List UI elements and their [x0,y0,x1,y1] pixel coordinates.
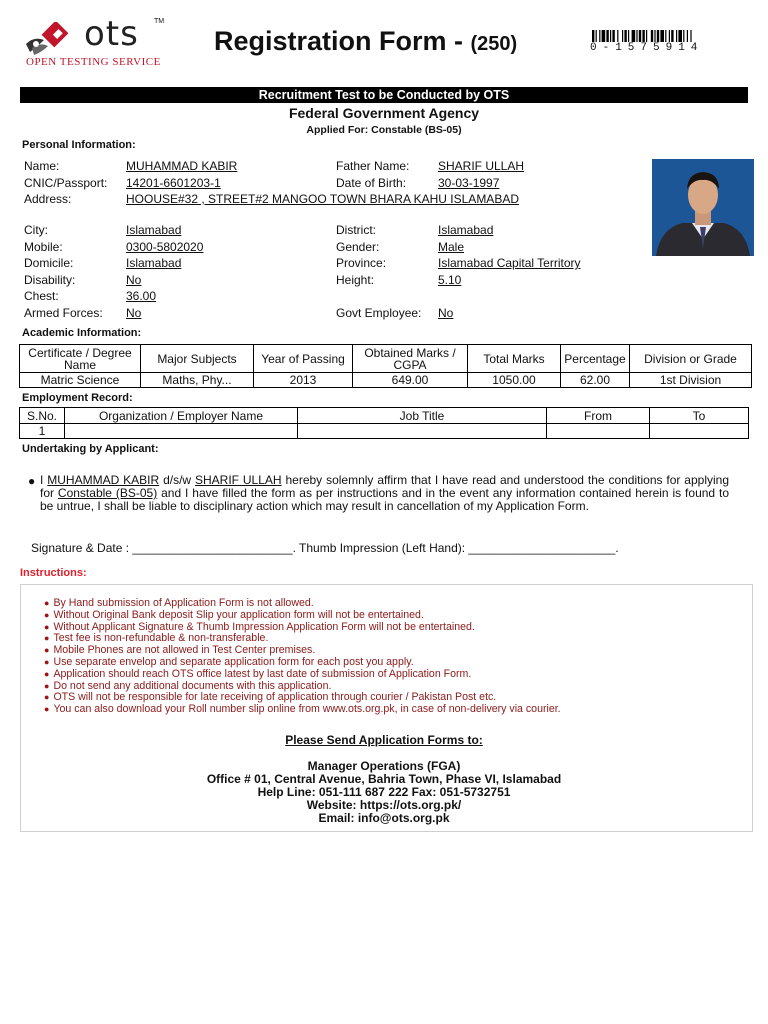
disability-label: Disability: [24,273,76,287]
employment-cell [65,424,298,439]
employment-cell [298,424,547,439]
instruction-text: Application should reach OTS office latest by last date of submission of Application Form. [53,667,472,680]
logo-text: ots [84,14,139,54]
province-label: Province: [336,256,387,270]
instructions-list [44,598,561,716]
academic-heading: Academic Information: [22,327,142,339]
undertaking-father: SHARIF ULLAH [194,473,282,487]
academic-cell: Matric Science [20,373,141,388]
undertaking-name: MUHAMMAD KABIR [47,473,160,487]
name-value: MUHAMMAD KABIR [126,159,238,173]
undertaking-text: d/s/w [159,473,195,487]
height-label: Height: [336,273,375,287]
address-value: HOOUSE#32 , STREET#2 MANGOO TOWN BHARA KAHU ISLAMABAD [126,192,519,206]
chest-label: Chest: [24,289,59,303]
bullet-icon: ● [44,656,50,667]
applied-for: Applied For: Constable (BS-05) [306,124,462,136]
list-item [44,704,561,716]
province-value: Islamabad Capital Territory [438,256,581,270]
academic-header-cell: Division or Grade [630,345,752,373]
employment-header-cell: From [547,408,650,424]
father-label: Father Name: [336,159,410,173]
undertaking-heading: Undertaking by Applicant: [22,443,159,455]
mobile-label: Mobile: [24,240,63,254]
city-value: Islamabad [126,223,182,237]
send-line-4: Website: https://ots.org.pk/ [306,798,462,812]
undertaking-bullet-icon: ● [28,474,36,488]
employment-cell: 1 [20,424,65,439]
employment-header-cell: To [650,408,749,424]
signature-line: Signature & Date : ________________________. Thumb Impression (Left Hand): ______________________. [31,541,619,555]
instruction-text: Test fee is non-refundable & non-transferable. [53,632,269,645]
city-label: City: [24,223,48,237]
barcode-icon [592,30,742,42]
bullet-icon: ● [44,621,50,632]
academic-table [19,344,752,388]
employment-heading: Employment Record: [22,392,133,404]
employment-cell [650,424,749,439]
mobile-value: 0300-5802020 [126,240,204,254]
instruction-text: OTS will not be responsible for late receiving of application through courier / Pakistan Post etc. [53,691,497,704]
undertaking-statement [40,474,729,513]
undertaking-text: hereby solemnly affirm that I have read and understood the conditions for applying for [40,473,730,500]
instruction-text: By Hand submission of Application Form is not allowed. [53,597,314,609]
send-heading: Please Send Application Forms to: [285,733,483,747]
employment-cell [547,424,650,439]
ots-logo-mark-icon [24,22,80,56]
instruction-text: Without Original Bank deposit Slip your application form will not be entertained. [53,608,424,621]
barcode-number: 0-1575914 [590,42,704,54]
father-value: SHARIF ULLAH [438,159,525,173]
academic-header-row [20,345,752,373]
armed-forces-value: No [126,306,142,320]
employment-header-cell: S.No. [20,408,65,424]
academic-header-cell: Total Marks [468,345,561,373]
employment-header-row [20,408,749,424]
bullet-icon: ● [44,633,50,644]
bullet-icon: ● [44,645,50,656]
dob-value: 30-03-1997 [438,176,500,190]
cnic-value: 14201-6601203-1 [126,176,221,190]
ots-logo [22,14,172,70]
academic-header-cell: Percentage [561,345,630,373]
send-line-3: Help Line: 051-111 687 222 Fax: 051-5732751 [257,785,511,799]
academic-cell: 2013 [254,373,353,388]
send-line-1: Manager Operations (FGA) [307,759,461,773]
dob-label: Date of Birth: [336,176,407,190]
bullet-icon: ● [44,598,50,608]
academic-header-cell: Obtained Marks / CGPA [353,345,468,373]
table-row [20,373,752,388]
academic-header-cell: Major Subjects [141,345,254,373]
academic-cell: Maths, Phy... [141,373,254,388]
page-title [214,26,517,57]
applicant-photo [652,159,754,256]
undertaking-text: I [40,473,48,487]
instruction-text: Without Applicant Signature & Thumb Impression Application Form will not be entertained. [53,620,475,633]
domicile-label: Domicile: [24,256,74,270]
chest-value: 36.00 [126,289,157,303]
govt-employee-label: Govt Employee: [336,306,422,320]
district-value: Islamabad [438,223,494,237]
employment-header-cell: Job Title [298,408,547,424]
logo-subtitle: OPEN TESTING SERVICE [26,56,161,68]
academic-cell: 62.00 [561,373,630,388]
academic-cell: 1050.00 [468,373,561,388]
address-label: Address: [24,192,72,206]
employment-header-cell: Organization / Employer Name [65,408,298,424]
name-label: Name: [24,159,60,173]
undertaking-text: and I have filled the form as per instructions and in the event any information contained herein is found to be untrue, I shall be liable to disciplinary action which may result in cancellation of my Application Form. [40,486,730,513]
academic-header-cell: Year of Passing [254,345,353,373]
instruction-text: Mobile Phones are not allowed in Test Center premises. [53,644,316,657]
form-number: (250) [470,33,518,55]
district-label: District: [336,223,376,237]
bullet-icon: ● [44,680,50,691]
bullet-icon: ● [44,704,50,715]
employment-table [19,407,749,439]
undertaking-post: Constable (BS-05) [57,486,158,500]
personal-heading: Personal Information: [22,139,136,151]
title-text: Registration Form - [214,26,471,56]
cnic-label: CNIC/Passport: [24,176,108,190]
recruitment-banner: Recruitment Test to be Conducted by OTS [20,87,748,103]
govt-employee-value: No [438,306,454,320]
instructions-heading: Instructions: [20,567,87,579]
gender-label: Gender: [336,240,380,254]
send-line-5: Email: info@ots.org.pk [318,811,450,825]
academic-cell: 1st Division [630,373,752,388]
academic-header-cell: Certificate / Degree Name [20,345,141,373]
send-line-2: Office # 01, Central Avenue, Bahria Town, Phase VI, Islamabad [206,772,562,786]
domicile-value: Islamabad [126,256,182,270]
height-value: 5.10 [438,273,462,287]
academic-cell: 649.00 [353,373,468,388]
instruction-text: You can also download your Roll number slip online from www.ots.org.pk, in case of non-delivery via courier. [53,703,561,716]
applicant-photo-icon [652,159,754,256]
instruction-text: Use separate envelop and separate application form for each post you apply. [53,655,414,668]
bullet-icon: ● [44,609,50,620]
agency-name: Federal Government Agency [288,105,480,121]
logo-tm: TM [154,18,165,25]
bullet-icon: ● [44,668,50,679]
instruction-text: Do not send any additional documents with this application. [53,679,332,692]
armed-forces-label: Armed Forces: [24,306,103,320]
bullet-icon: ● [44,692,50,703]
disability-value: No [126,273,142,287]
table-row [20,424,749,439]
gender-value: Male [438,240,465,254]
